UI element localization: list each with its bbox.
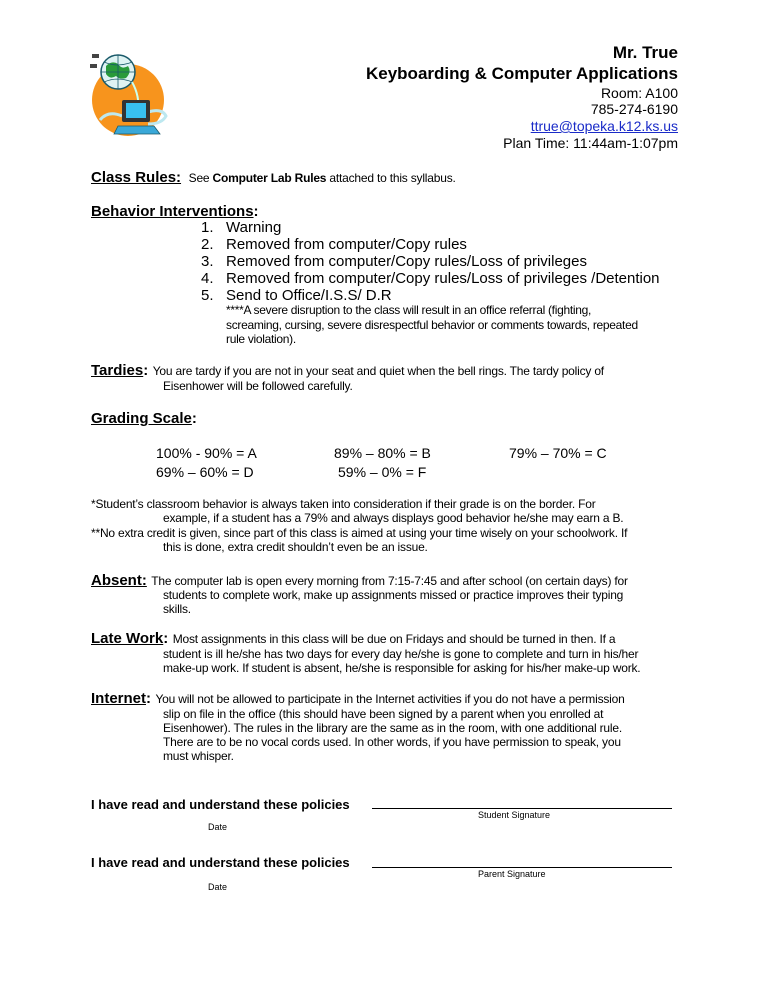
grade-c: 79% – 70% = C: [509, 445, 607, 461]
behavior-item: 2. Removed from computer/Copy rules: [201, 236, 467, 253]
internet-text-cont: There are to be no vocal cords used. In other words, if you have permission to speak, you: [163, 735, 621, 749]
internet-text-cont: must whisper.: [163, 749, 234, 763]
grading-note-1: *Student’s classroom behavior is always taken into consideration if their grade is on the border. For: [91, 497, 596, 511]
internet-heading: Internet: [91, 690, 147, 707]
behavior-item: 5. Send to Office/I.S.S/ D.R: [201, 287, 392, 304]
grading-note-1-cont: example, if a student has a 79% and always displays good behavior he/she may earn a B.: [163, 511, 624, 525]
behavior-item: 1. Warning: [201, 219, 282, 236]
student-policy-statement: I have read and understand these policies: [91, 797, 350, 812]
late-work-section: Late Work: Most assignments in this class will be due on Fridays and should be turned in then. If a: [91, 630, 616, 647]
absent-text-cont: students to complete work, make up assignments missed or practice improves their typing: [163, 588, 624, 602]
class-rules-pre: See: [188, 171, 213, 185]
teacher-name: Mr. True: [612, 43, 678, 62]
globe-computer-icon: [88, 42, 168, 142]
behavior-heading-row: Behavior Interventions:: [91, 203, 259, 220]
tardies-text-cont: Eisenhower will be followed carefully.: [163, 379, 353, 393]
late-work-text: Most assignments in this class will be due on Fridays and should be turned in then. If a: [172, 632, 616, 646]
email-link[interactable]: ttrue@topeka.k12.ks.us: [530, 118, 678, 134]
late-work-text-cont: student is ill he/she has two days for every day he/she is gone to complete and turn in his/her: [163, 647, 639, 661]
parent-signature-caption: Parent Signature: [478, 869, 546, 879]
grading-heading: Grading Scale: [91, 410, 192, 427]
student-signature-line[interactable]: [372, 808, 672, 809]
parent-policy-statement: I have read and understand these policies: [91, 855, 350, 870]
class-rules-heading: Class Rules:: [91, 169, 182, 186]
late-work-text-cont: make-up work. If student is absent, he/she is responsible for asking for his/her make-up work.: [163, 661, 641, 675]
grading-note-2: **No extra credit is given, since part of this class is aimed at using your time wisely on your schoolwork. If: [91, 526, 628, 540]
absent-text-cont: skills.: [163, 602, 191, 616]
behavior-item: 3. Removed from computer/Copy rules/Loss of privileges: [201, 253, 587, 270]
tardies-text: You are tardy if you are not in your seat and quiet when the bell rings. The tardy policy of: [152, 364, 604, 378]
internet-section: Internet: You will not be allowed to participate in the Internet activities if you do not have a permission: [91, 690, 625, 707]
class-rules-bold: Computer Lab Rules: [212, 171, 327, 185]
internet-text: You will not be allowed to participate in the Internet activities if you do not have a permission: [155, 692, 625, 706]
grade-b: 89% – 80% = B: [334, 445, 431, 461]
class-rules-post: attached to this syllabus.: [326, 171, 456, 185]
tardies-section: Tardies: You are tardy if you are not in your seat and quiet when the bell rings. The tardy policy of: [91, 362, 604, 379]
late-work-heading: Late Work: [91, 630, 164, 647]
parent-signature-line[interactable]: [372, 867, 672, 868]
room-number: Room: A100: [600, 85, 678, 101]
behavior-heading: Behavior Interventions: [91, 203, 254, 220]
behavior-note-line: screaming, cursing, severe disrespectful behavior or comments towards, repeated: [226, 318, 638, 332]
phone-number: 785-274-6190: [590, 101, 678, 117]
internet-text-cont: slip on file in the office (this should have been signed by a parent when you enrolled at: [163, 707, 604, 721]
grade-f: 59% – 0% = F: [338, 464, 427, 480]
internet-text-cont: Eisenhower). The rules in the library are the same as in the room, with one additional rule.: [163, 721, 622, 735]
behavior-note-line: rule violation).: [226, 332, 296, 346]
tardies-heading: Tardies: [91, 362, 144, 379]
grade-a: 100% - 90% = A: [156, 445, 257, 461]
class-rules-section: [91, 169, 456, 187]
plan-time: Plan Time: 11:44am-1:07pm: [503, 135, 678, 151]
behavior-item: 4. Removed from computer/Copy rules/Loss of privileges /Detention: [201, 270, 660, 287]
course-title: Keyboarding & Computer Applications: [365, 64, 678, 83]
grading-note-2-cont: this is done, extra credit shouldn’t even be an issue.: [163, 540, 428, 554]
parent-date-label: Date: [208, 882, 228, 892]
absent-text: The computer lab is open every morning from 7:15-7:45 and after school (on certain days) for: [151, 574, 628, 588]
grade-d: 69% – 60% = D: [156, 464, 254, 480]
student-signature-caption: Student Signature: [478, 810, 551, 820]
behavior-note-line: ****A severe disruption to the class will result in an office referral (fighting,: [226, 303, 592, 317]
grading-heading-row: Grading Scale:: [91, 410, 197, 427]
absent-heading: Absent:: [91, 572, 147, 589]
student-date-label: Date: [208, 822, 228, 832]
